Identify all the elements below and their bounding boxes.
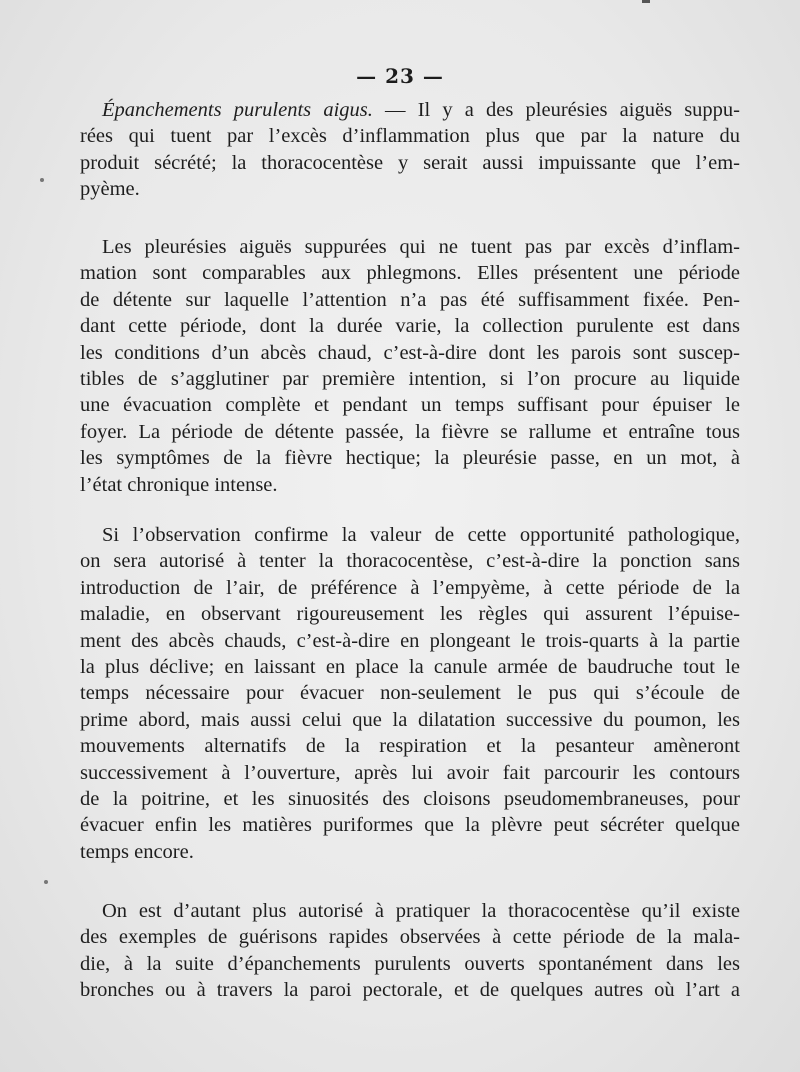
paragraph-4: [80, 898, 740, 1004]
text-line: [80, 97, 740, 123]
text-line: l’état chronique intense.: [80, 473, 278, 496]
margin-speck: [44, 880, 48, 884]
paragraph-2: [80, 234, 740, 498]
text-line: de détente sur laquelle l’attention n’a pas été suffisamment fixée. Pen-: [80, 288, 740, 311]
section-heading: Épanchements purulents aigus.: [102, 99, 373, 121]
text-line: on sera autorisé à tenter la thoracocentèse, c’est-à-dire la ponction sans: [80, 550, 740, 573]
text-line: temps nécessaire pour évacuer non-seulement le pus qui s’écoule de: [80, 682, 740, 705]
text-line: rées qui tuent par l’excès d’inflammation plus que par la nature du: [80, 125, 740, 148]
margin-speck: [40, 178, 44, 182]
text-line: les conditions d’un abcès chaud, c’est-à-dire dont les parois sont suscep-: [80, 341, 740, 364]
text-line: successivement à l’ouverture, après lui avoir fait parcourir les contours: [80, 761, 740, 784]
text-line: une évacuation complète et pendant un temps suffisant pour épuiser le: [80, 394, 740, 417]
text-line: prime abord, mais aussi celui que la dilatation successive du poumon, les: [80, 708, 740, 731]
line-text: — Il y a des pleurésies aiguës suppu-: [372, 99, 741, 121]
paragraph-3: [80, 522, 740, 865]
text-line: mation sont comparables aux phlegmons. Elles présentent une période: [80, 262, 740, 285]
text-line: temps encore.: [80, 840, 194, 863]
text-line: de la poitrine, et les sinuosités des cloisons pseudomembraneuses, pour: [80, 788, 740, 811]
text-line: tibles de s’agglutiner par première intention, si l’on procure au liquide: [80, 368, 740, 391]
text-line: Les pleurésies aiguës suppurées qui ne tuent pas par excès d’inflam-: [102, 236, 740, 258]
paragraph-1: [80, 97, 740, 203]
text-line: die, à la suite d’épanchements purulents ouverts spontanément dans les: [80, 952, 740, 975]
text-line: bronches ou à travers la paroi pectorale, et de quelques autres où l’art a: [80, 979, 740, 1002]
text-line: dant cette période, dont la durée varie, la collection purulente est dans: [80, 315, 740, 338]
text-line: introduction de l’air, de préférence à l’empyème, à cette période de la: [80, 576, 740, 599]
text-line: ment des abcès chauds, c’est-à-dire en plongeant le trois-quarts à la partie: [80, 629, 740, 652]
text-line: pyème.: [80, 178, 140, 201]
text-line: la plus déclive; en laissant en place la canule armée de baudruche tout le: [80, 656, 740, 679]
text-line: produit sécrété; la thoracocentèse y serait aussi impuissante que l’em-: [80, 151, 740, 174]
text-line: les symptômes de la fièvre hectique; la pleurésie passe, en un mot, à: [80, 447, 740, 470]
text-line: évacuer enfin les matières puriformes que la plèvre peut sécréter quelque: [80, 814, 740, 837]
text-line: Si l’observation confirme la valeur de cette opportunité pathologique,: [102, 524, 740, 546]
text-line: maladie, en observant rigoureusement les règles qui assurent l’épuise-: [80, 603, 740, 626]
text-line: des exemples de guérisons rapides observées à cette période de la mala-: [80, 926, 740, 949]
text-line: foyer. La période de détente passée, la fièvre se rallume et entraîne tous: [80, 420, 740, 443]
text-line: On est d’autant plus autorisé à pratiquer la thoracocentèse qu’il existe: [102, 900, 740, 922]
page-edge-mark: [642, 0, 650, 3]
text-line: mouvements alternatifs de la respiration et la pesanteur amèneront: [80, 735, 740, 758]
page-number: — 23 —: [356, 64, 444, 88]
